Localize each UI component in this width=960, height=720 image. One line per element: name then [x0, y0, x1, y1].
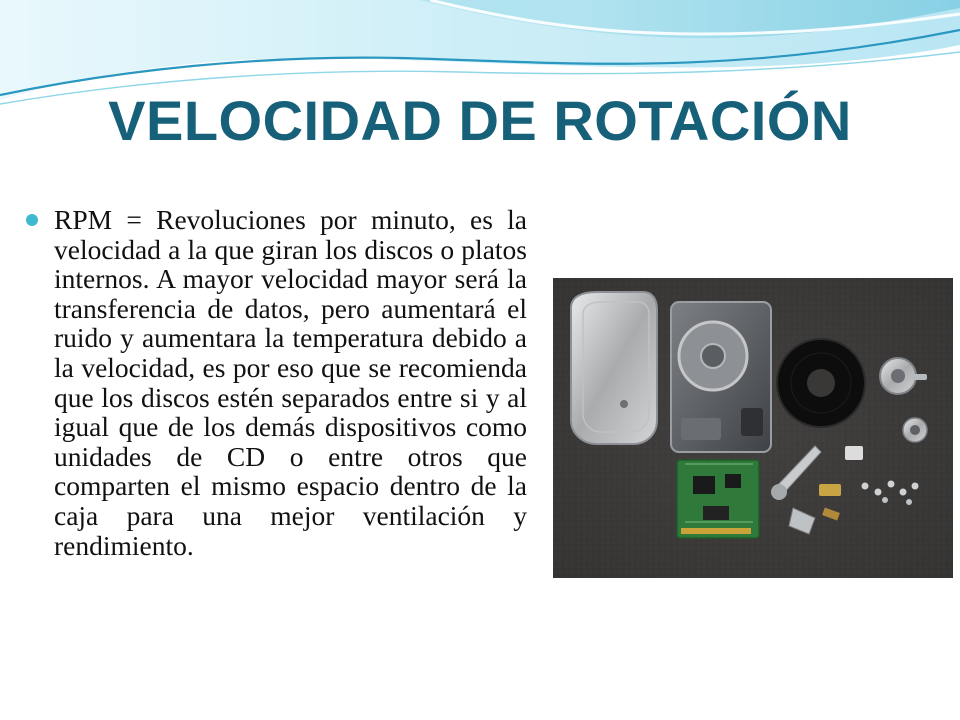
disassembled-hard-drive-photo [553, 278, 953, 578]
bullet-dot-icon [26, 214, 38, 226]
slide-title: VELOCIDAD DE ROTACIÓN [108, 89, 852, 152]
bullet-list [22, 205, 527, 560]
bullet-paragraph: RPM = Revoluciones por minuto, es la velocidad a la que giran los discos o platos internos. A mayor velocidad mayor será la transferencia de datos, pero aumentará el ruido y aumentara la temperatura debido a la velocidad, es por eso que se recomienda que los discos estén separados entre si y al igual que de los demás dispositivos como unidades de CD o entre otros que comparten el mismo espacio dentro de la caja para una mejor ventilación y rendimiento. [54, 204, 527, 561]
